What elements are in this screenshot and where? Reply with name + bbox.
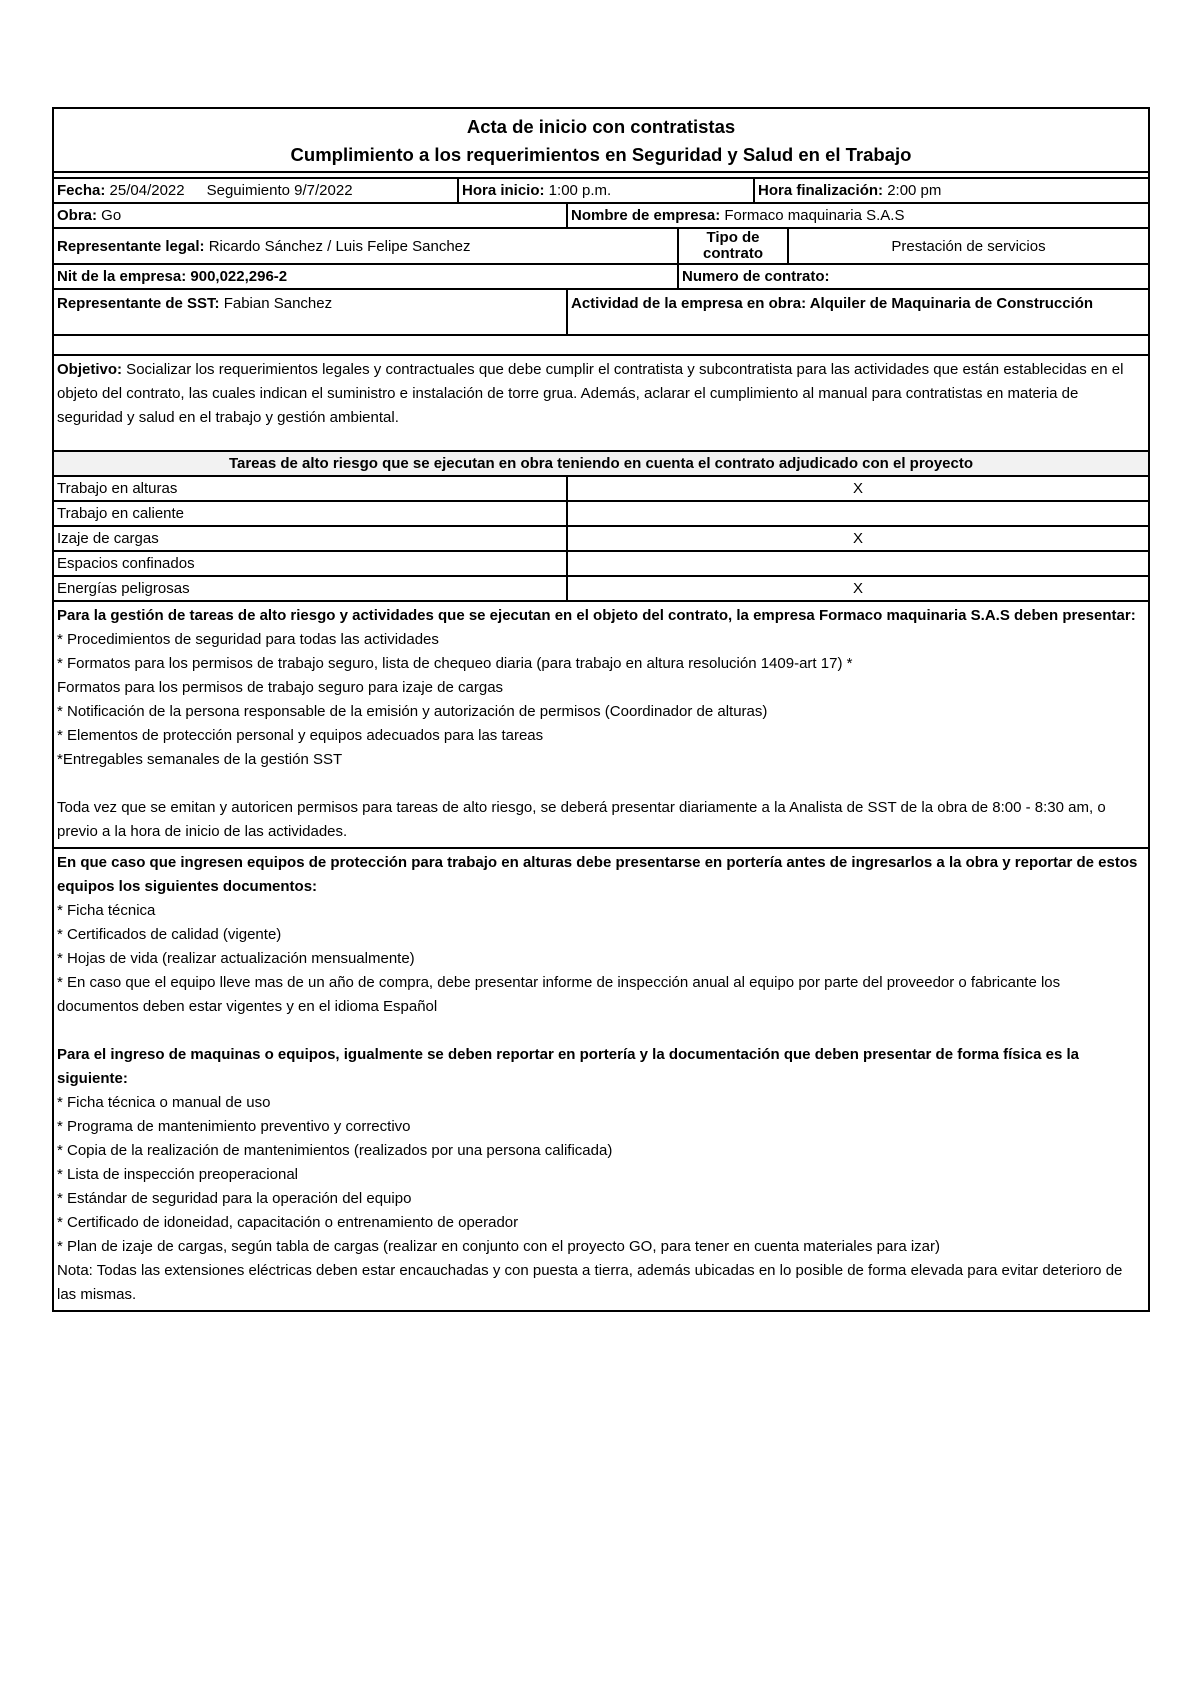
document-subtitle: Cumplimiento a los requerimientos en Seguridad y Salud en el Trabajo bbox=[290, 144, 912, 165]
empresa-value: Formaco maquinaria S.A.S bbox=[720, 207, 905, 224]
maquinas-item: * Estándar de seguridad para la operación del equipo bbox=[57, 1190, 412, 1207]
equipos-cell bbox=[54, 849, 1148, 1310]
actividad-label: Actividad de la empresa en obra: bbox=[571, 295, 807, 312]
tarea-mark bbox=[568, 552, 1148, 575]
tipo-contrato-label-1: Tipo de bbox=[706, 229, 760, 246]
maquinas-item: * Certificado de idoneidad, capacitación o entrenamiento de operador bbox=[57, 1214, 519, 1231]
acta-document bbox=[52, 107, 1150, 1312]
gestion-note: Toda vez que se emitan y autoricen permisos para tareas de alto riesgo, se deberá presentar diariamente a la Analista de SST de la obra de 8:00 - 8:30 am, o previo a la hora de inicio de las actividades. bbox=[57, 799, 1106, 840]
tarea-mark: X bbox=[852, 580, 863, 597]
tarea-row bbox=[54, 527, 1148, 552]
tipo-contrato-value: Prestación de servicios bbox=[891, 238, 1046, 255]
equipos-item: * Ficha técnica bbox=[57, 902, 156, 919]
maquinas-item: * Copia de la realización de mantenimientos (realizados por una persona calificada) bbox=[57, 1142, 613, 1159]
actividad-cell bbox=[568, 290, 1148, 334]
objetivo-row bbox=[54, 356, 1148, 452]
hora-inicio-value: 1:00 p.m. bbox=[544, 182, 612, 199]
fecha-cell bbox=[54, 179, 459, 202]
tarea-name: Trabajo en caliente bbox=[54, 502, 568, 525]
title-block bbox=[54, 109, 1148, 173]
rep-sst-row bbox=[54, 290, 1148, 336]
rep-legal-value: Ricardo Sánchez / Luis Felipe Sanchez bbox=[204, 238, 471, 255]
nota-text: Nota: Todas las extensiones eléctricas deben estar encauchadas y con puesta a tierra, además ubicadas en lo posible de forma elevada para evitar deterioro de las mismas. bbox=[57, 1262, 1123, 1303]
fecha-label: Fecha: bbox=[57, 182, 106, 199]
obra-value: Go bbox=[97, 207, 122, 224]
rep-legal-label: Representante legal: bbox=[57, 238, 205, 255]
nit-row bbox=[54, 265, 1148, 290]
numero-contrato-cell: Numero de contrato: bbox=[682, 268, 830, 285]
tarea-name: Espacios confinados bbox=[54, 552, 568, 575]
document-title: Acta de inicio con contratistas bbox=[466, 116, 736, 137]
maquinas-item: * Ficha técnica o manual de uso bbox=[57, 1094, 271, 1111]
gestion-item: Formatos para los permisos de trabajo seguro para izaje de cargas bbox=[57, 679, 504, 696]
maquinas-heading: Para el ingreso de maquinas o equipos, igualmente se deben reportar en portería y la documentación que deben presentar de forma física es la siguiente: bbox=[57, 1046, 1079, 1087]
equipos-heading: En que caso que ingresen equipos de protección para trabajo en alturas debe presentarse en portería antes de ingresarlos a la obra y reportar de estos equipos los siguientes documentos: bbox=[57, 854, 1138, 895]
objetivo-cell bbox=[54, 356, 1148, 450]
tarea-row bbox=[54, 577, 1148, 602]
spacer-row-2 bbox=[54, 336, 1148, 356]
obra-label: Obra: bbox=[57, 207, 98, 224]
gestion-item: * Formatos para los permisos de trabajo seguro, lista de chequeo diaria (para trabajo en altura resolución 1409-art 17) * bbox=[57, 655, 853, 672]
rep-sst-cell bbox=[54, 290, 568, 334]
gestion-item: * Procedimientos de seguridad para todas las actividades bbox=[57, 631, 439, 648]
tareas-header: Tareas de alto riesgo que se ejecutan en obra teniendo en cuenta el contrato adjudicado con el proyecto bbox=[228, 455, 974, 472]
actividad-value: Alquiler de Maquinaria de Construcción bbox=[806, 295, 1094, 312]
nit-cell: Nit de la empresa: 900,022,296-2 bbox=[54, 265, 679, 288]
gestion-item: * Elementos de protección personal y equipos adecuados para las tareas bbox=[57, 727, 544, 744]
gestion-heading: Para la gestión de tareas de alto riesgo y actividades que se ejecutan en el objeto del contrato, la empresa Formaco maquinaria S.A.S deben presentar: bbox=[57, 607, 1136, 624]
seguimiento-value: Seguimiento 9/7/2022 bbox=[206, 182, 353, 199]
equipos-item: * Hojas de vida (realizar actualización mensualmente) bbox=[57, 950, 415, 967]
tarea-row bbox=[54, 552, 1148, 577]
obra-row bbox=[54, 204, 1148, 229]
equipos-item: * En caso que el equipo lleve mas de un año de compra, debe presentar informe de inspección anual al equipo por parte del proveedor o fabricante los documentos deben estar vigentes y en el idioma Español bbox=[57, 974, 1061, 1015]
gestion-item: *Entregables semanales de la gestión SST bbox=[57, 751, 343, 768]
gestion-row bbox=[54, 602, 1148, 849]
rep-legal-row bbox=[54, 229, 1148, 265]
fecha-row bbox=[54, 179, 1148, 204]
maquinas-item: * Programa de mantenimiento preventivo y correctivo bbox=[57, 1118, 411, 1135]
maquinas-item: * Lista de inspección preoperacional bbox=[57, 1166, 298, 1183]
empresa-cell bbox=[568, 204, 1148, 227]
tarea-mark: X bbox=[852, 480, 863, 497]
gestion-item: * Notificación de la persona responsable de la emisión y autorización de permisos (Coordinador de alturas) bbox=[57, 703, 768, 720]
tarea-mark bbox=[568, 502, 1148, 525]
tarea-name: Energías peligrosas bbox=[54, 577, 568, 600]
hora-fin-label: Hora finalización: bbox=[758, 182, 884, 199]
empresa-label: Nombre de empresa: bbox=[571, 207, 721, 224]
tipo-contrato-label-2: contrato bbox=[703, 245, 763, 262]
fecha-value: 25/04/2022 bbox=[105, 182, 185, 199]
rep-sst-label: Representante de SST: bbox=[57, 295, 220, 312]
rep-sst-value: Fabian Sanchez bbox=[219, 295, 333, 312]
equipos-item: * Certificados de calidad (vigente) bbox=[57, 926, 282, 943]
objetivo-text: Socializar los requerimientos legales y contractuales que debe cumplir el contratista y subcontratista para las actividades que están establecidas en el objeto del contrato, las cuales indican el suministro e instalación de torre grua. Además, aclarar el cumplimiento al manual para contratistas en materia de seguridad y salud en el trabajo y gestión ambiental. bbox=[57, 361, 1124, 426]
tipo-contrato-label-cell bbox=[679, 229, 789, 263]
tarea-name: Trabajo en alturas bbox=[54, 477, 568, 500]
tarea-row bbox=[54, 477, 1148, 502]
obra-cell bbox=[54, 204, 568, 227]
tareas-header-row bbox=[54, 452, 1148, 477]
tarea-name: Izaje de cargas bbox=[54, 527, 568, 550]
hora-fin-cell bbox=[755, 179, 1148, 202]
hora-inicio-cell bbox=[459, 179, 755, 202]
tarea-mark: X bbox=[852, 530, 863, 547]
tarea-row bbox=[54, 502, 1148, 527]
gestion-cell bbox=[54, 602, 1148, 847]
equipos-row bbox=[54, 849, 1148, 1310]
objetivo-label: Objetivo: bbox=[57, 361, 123, 378]
hora-inicio-label: Hora inicio: bbox=[462, 182, 545, 199]
hora-fin-value: 2:00 pm bbox=[883, 182, 942, 199]
rep-legal-cell bbox=[54, 229, 679, 263]
maquinas-item: * Plan de izaje de cargas, según tabla de cargas (realizar en conjunto con el proyecto GO, para tener en cuenta materiales para izar) bbox=[57, 1238, 941, 1255]
